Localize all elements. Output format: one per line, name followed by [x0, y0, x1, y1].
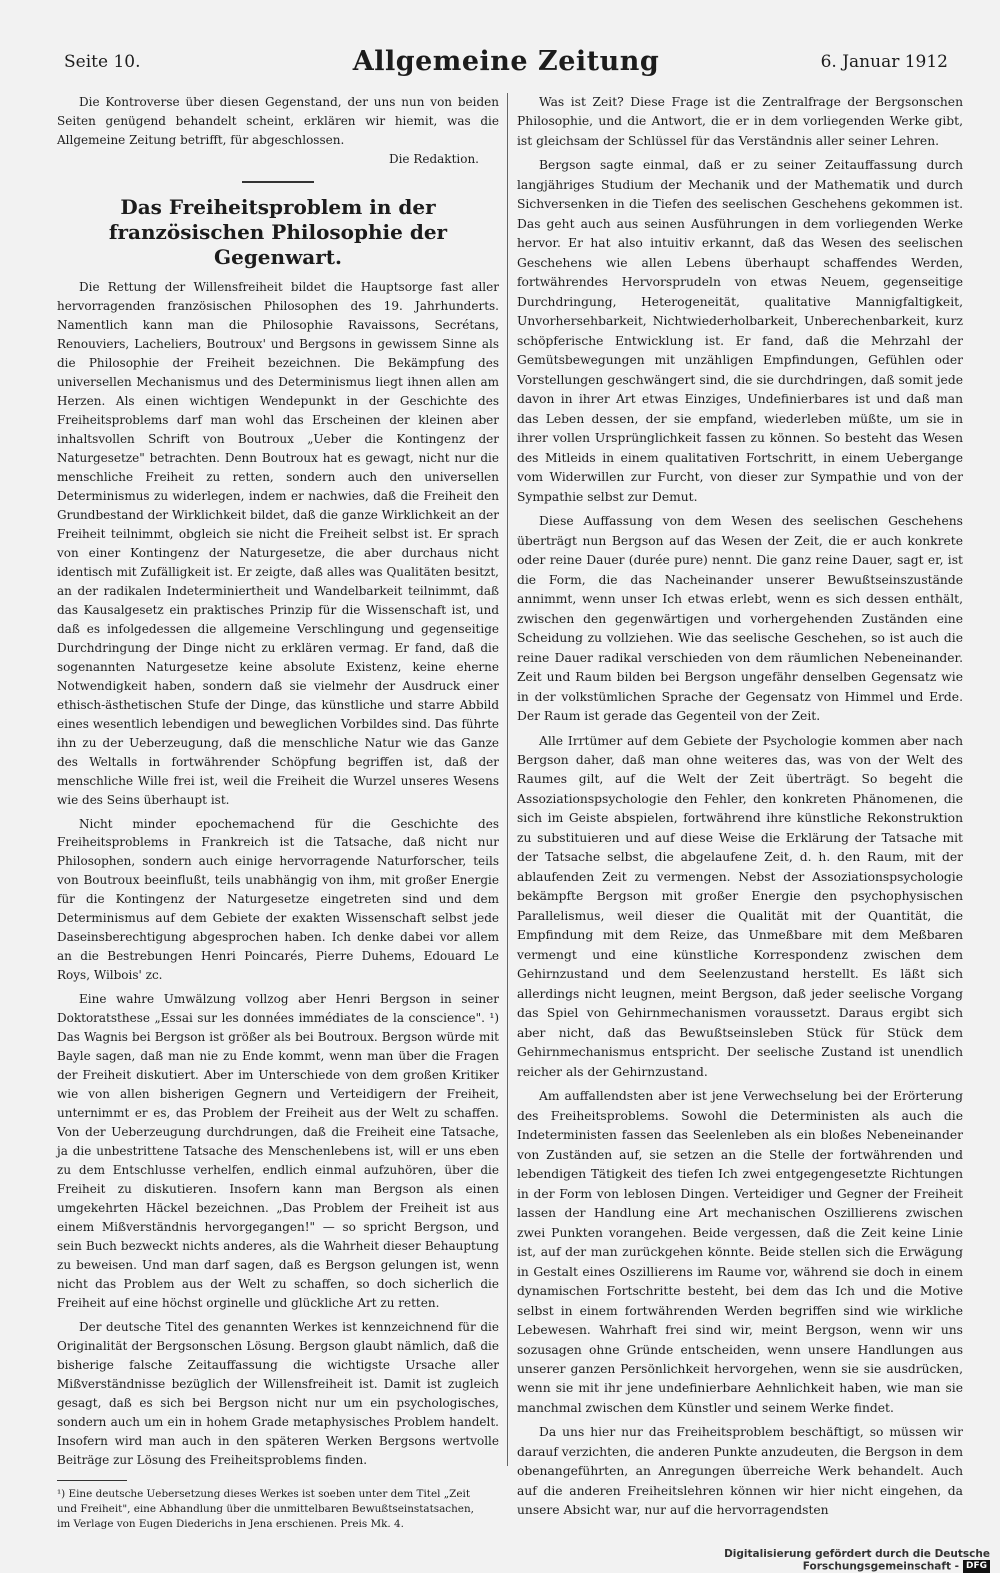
section-divider	[242, 181, 314, 183]
article-title: Das Freiheitsproblem in der französischen Philosophie der Gegenwart.	[108, 194, 448, 269]
article-paragraph: Da uns hier nur das Freiheitsproblem beschäftigt, so müssen wir darauf verzichten, die anderen Punkte anzudeuten, die Bergson in dem obenangeführten, an Anregungen überreiche Werk behandelt. Auch auf die anderen Freiheitslehren können wir hier nicht eingehen, da unsere Absicht war, nur auf die hervorragendsten	[517, 1425, 963, 1518]
footnote-line: ¹) Eine deutsche Uebersetzung dieses Werkes ist soeben unter dem Titel „Zeit	[57, 1487, 471, 1500]
digitization-footer	[590, 1548, 990, 1573]
dfg-logo: DFG	[963, 1560, 990, 1573]
article-paragraph: Nicht minder epochemachend für die Geschichte des Freiheitsproblems in Frankreich ist die Tatsache, daß nicht nur Philosophen, sondern auch einige hervorragende Naturforscher, teils von Boutroux beeinflußt, teils unabhängig von ihm, mit großer Energie für die Kontingenz der Naturgesetze eingetreten sind und dem Determinismus auf dem Gebiete der exakten Wissenschaft selbst jede Daseinsberechtigung abgesprochen haben. Ich denke dabei vor allem an die Bestrebungen Henri Poincarés, Pierre Duhems, Edouard Le Roys, Wilbois' zc.	[57, 816, 499, 983]
article-paragraph: Am auffallendsten aber ist jene Verwechselung bei der Erörterung des Freiheitsproblems. Sowohl die Deterministen als auch die Indeterministen fassen das Seelenleben als ein bloßes Nebeneinander von Zuständen auf, sie setzen an die Stelle der fortwährenden und lebendigen Tätigkeit des tiefen Ich zwei entgegengesetzte Richtungen in der Form von leblosen Dingen. Verteidiger und Gegner der Freiheit lassen der Handlung eine Art mechanischen Oszillierens zwischen zwei Punkten vorangehen. Beide vergessen, daß die Zeit keine Linie ist, auf der man zurückgehen könnte. Beide stellen sich die Erwägung in Gestalt eines Oszillierens im Raume vor, während sie doch in einem dynamischen Fortschritte besteht, bei dem das Ich und die Motive selbst in einem fortwährenden Werden begriffen sind wie wirkliche Lebewesen. Wahrhaft frei sind wir, meint Bergson, wenn wir uns sozusagen ohne Gründe entscheiden, wenn unsere Handlungen aus unserer ganzen Persönlichkeit hervorgehen, wenn sie sie ausdrücken, wenn sie mit ihr jene undefinierbare Aehnlichkeit haben, wie man sie manchmal zwischen dem Künstler und seinem Werke findet.	[517, 1089, 963, 1415]
article-paragraph: Bergson sagte einmal, daß er zu seiner Zeitauffassung durch langjähriges Studium der Mechanik und der Mathematik und durch Sichversenken in die Tiefen des seelischen Geschehens gekommen ist. Das geht auch aus seinen Ausführungen in dem vorliegenden Werke hervor. Er hat also intuitiv erkannt, daß das Wesen des seelischen Geschehens wie allen Lebens überhaupt schaffendes Werden, fortwährendes Hervorsprudeln von etwas Neuem, gegenseitige Durchdringung, Heterogeneität, qualitative Mannigfaltigkeit, Unvorhersehbarkeit, Nichtwiederholbarkeit, Unberechenbarkeit, kurz schöpferische Entwicklung ist. Er fand, daß die Mehrzahl der Gemütsbewegungen mit unzähligen Empfindungen, Gefühlen oder Vorstellungen geschwängert sind, die sie durchdringen, daß somit jede davon in ihrer Art etwas Einziges, Undefinierbares ist und daß man das Leben dessen, der sie empfand, wiederleben müßte, um sie in ihrer vollen Ursprünglichkeit fassen zu können. So besteht das Wesen des Mitleids in einem qualitativen Fortschritt, in einem Uebergange vom Widerwillen zur Furcht, von dieser zur Sympathie und von der Sympathie selbst zur Demut.	[517, 158, 963, 504]
article-paragraph: Alle Irrtümer auf dem Gebiete der Psychologie kommen aber nach Bergson daher, daß man ohne weiteres das, was von der Welt des Raumes gilt, auf die Welt der Zeit überträgt. So begeht die Assoziationspsychologie den Fehler, den konkreten Phänomenen, die sich im Geiste abspielen, fortwährend ihre künstliche Rekonstruktion zu substituieren und auf diese Weise die Erklärung der Tatsache mit der Tatsache selbst, die abgelaufene Zeit, d. h. den Raum, mit der ablaufenden Zeit zu vermengen. Nebst der Assoziationspsychologie bekämpfte Bergson mit großer Energie den psychophysischen Parallelismus, weil dieser die Qualität mit der Quantität, die Empfindung mit dem Reize, das Unmeßbare mit dem Meßbaren vermengt und eine künstliche Korrespondenz zwischen dem Gehirnzustand und dem Seelenzustand herstellt. Es läßt sich allerdings nicht leugnen, meint Bergson, daß jeder seelische Vorgang das Spiel von Gehirnmechanismen voraussetzt. Daraus ergibt sich aber nicht, daß das Bewußtseinsleben Stück für Stück dem Gehirnmechanismus entspricht. Der seelische Zustand ist unendlich reicher als der Gehirnzustand.	[517, 733, 963, 1079]
article-paragraph: Eine wahre Umwälzung vollzog aber Henri Bergson in seiner Doktoratsthese „Essai sur les données immédiates de la conscience". ¹) Das Wagnis bei Bergson ist größer als bei Boutroux. Bergson würde mit Bayle sagen, daß man nie zu Ende kommt, wenn man über die Fragen der Freiheit diskutiert. Aber im Unterschiede von dem großen Kritiker wie von allen bisherigen Gegnern und Verteidigern der Freiheit, unternimmt er es, das Problem der Freiheit aus der Welt zu schaffen. Von der Ueberzeugung durchdrungen, daß die Freiheit eine Tatsache, ja die unbestrittene Tatsache des Menschenlebens ist, will er uns eben zu dem Entschlusse verhelfen, endlich einmal aufzuhören, über die Freiheit zu diskutieren. Insofern kann man Bergson als einen umgekehrten Häckel bezeichnen. „Das Problem der Freiheit ist aus einem Mißverständnis hervorgegangen!" — so spricht Bergson, und sein Buch bezweckt nichts anderes, als die Wahrheit dieser Behauptung zu beweisen. Und man darf sagen, daß es Bergson gelungen ist, wenn nicht das Problem aus der Welt zu schaffen, so doch sicherlich die Freiheit auf eine höchst orginelle und glückliche Art zu retten.	[57, 992, 499, 1311]
left-column	[57, 93, 499, 1532]
article-paragraph: Die Rettung der Willensfreiheit bildet die Hauptsorge fast aller hervorragenden französischen Philosophen des 19. Jahrhunderts. Namentlich kann man die Philosophie Ravaissons, Secrétans, Renouviers, Lacheliers, Boutroux' und Bergsons in gewissem Sinne als die Philosophie der Freiheit bezeichnen. Die Bekämpfung des universellen Mechanismus und des Determinismus liegt ihnen allen am Herzen. Als einen wichtigen Wendepunkt in der Geschichte des Freiheitsproblems darf man wohl das Erscheinen der kleinen aber inhaltsvollen Schrift von Boutroux „Ueber die Kontingenz der Naturgesetze" betrachten. Denn Boutroux hat es gewagt, nicht nur die menschliche Freiheit zu retten, sondern auch den universellen Determinismus zu widerlegen, indem er nachwies, daß die Freiheit den Grundbestand der Wirklichkeit bildet, daß die ganze Wirklichkeit an der Freiheit teilnimmt, obgleich sie nicht die Freiheit selbst ist. Er sprach von einer Kontingenz der Naturgesetze, die aber durchaus nicht identisch mit Zufälligkeit ist. Er zeigte, daß alles was Qualitäten besitzt, an der radikalen Indeterminiertheit und Wandelbarkeit teilnimmt, daß das Kausalgesetz ein praktisches Prinzip für die Wissenschaft ist, und daß es infolgedessen die allgemeine Verschlingung und gegenseitige Durchdringung der Dinge nicht zu erklären vermag. Er fand, daß die sogenannten Naturgesetze keine absolute Existenz, keine eherne Notwendigkeit haben, sondern daß sie vielmehr der Ausdruck einer ethisch-ästhetischen Stufe der Dinge, das künstliche und starre Abbild eines wesentlich lebendigen und beweglichen Vorbildes sind. Das führte ihn zu der Ueberzeugung, daß die menschliche Natur wie das Ganze des Weltalls in fortwährender Schöpfung begriffen ist, daß der menschliche Wille frei ist, weil die Freiheit die Wurzel unseres Wesens wie des Seins überhaupt ist.	[57, 279, 499, 807]
right-column	[517, 93, 963, 1521]
footnote-line: und Freiheit", eine Abhandlung über die unmittelbaren Bewußtseinstatsachen,	[57, 1502, 474, 1515]
article-paragraph: Diese Auffassung von dem Wesen des seelischen Geschehens überträgt nun Bergson auf das Wesen der Zeit, die er auch konkrete oder reine Dauer (durée pure) nennt. Die ganz reine Dauer, sagt er, ist die Form, die das Nacheinander unserer Bewußtseinszustände annimmt, wenn unser Ich etwas erlebt, wenn es sich dessen enthält, zwischen den gegenwärtigen und vorhergehenden Zuständen eine Scheidung zu vollziehen. Wie das seelische Geschehen, so ist auch die reine Dauer radikal verschieden von dem räumlichen Nebeneinander. Zeit und Raum bilden bei Bergson ungefähr denselben Gegensatz wie in der volkstümlichen Sprache der Gegensatz von Himmel und Erde. Der Raum ist gerade das Gegenteil von der Zeit.	[517, 514, 963, 724]
column-rule	[507, 93, 508, 1466]
article-paragraph: Der deutsche Titel des genannten Werkes ist kennzeichnend für die Originalität der Bergsonschen Lösung. Bergson glaubt nämlich, daß die bisherige falsche Zeitauffassung die wichtigste Ursache aller Mißverständnisse bezüglich der Willensfreiheit ist. Damit ist zugleich gesagt, daß es sich bei Bergson nicht nur um ein psychologisches, sondern auch um ein in hohem Grade metaphysisches Problem handelt. Insofern wird man auch in den späteren Werken Bergsons wertvolle Beiträge zur Lösung des Freiheitsproblems finden.	[57, 1320, 499, 1467]
issue-date: 6. Januar 1912	[820, 52, 948, 72]
footnote-line: im Verlage von Eugen Diederichs in Jena erschienen. Preis Mk. 4.	[57, 1517, 404, 1530]
editorial-signature: Die Redaktion.	[388, 151, 479, 166]
page-number: Seite 10.	[64, 52, 141, 72]
digitization-note: Digitalisierung gefördert durch die Deutsche Forschungsgemeinschaft -	[724, 1548, 990, 1573]
footnote-divider	[57, 1480, 127, 1481]
page-header	[64, 46, 948, 86]
editorial-note: Die Kontroverse über diesen Gegenstand, der uns nun von beiden Seiten genügend behandelt scheint, erklären wir hiemit, was die Allgemeine Zeitung betrifft, für abgeschlossen.	[57, 95, 499, 147]
masthead: Allgemeine Zeitung	[352, 46, 660, 77]
article-paragraph: Was ist Zeit? Diese Frage ist die Zentralfrage der Bergsonschen Philosophie, und die Antwort, die er in dem vorliegenden Werke gibt, ist gleichsam der Schlüssel für das Verständnis aller seiner Lehren.	[517, 95, 963, 148]
footnote	[57, 1487, 499, 1532]
